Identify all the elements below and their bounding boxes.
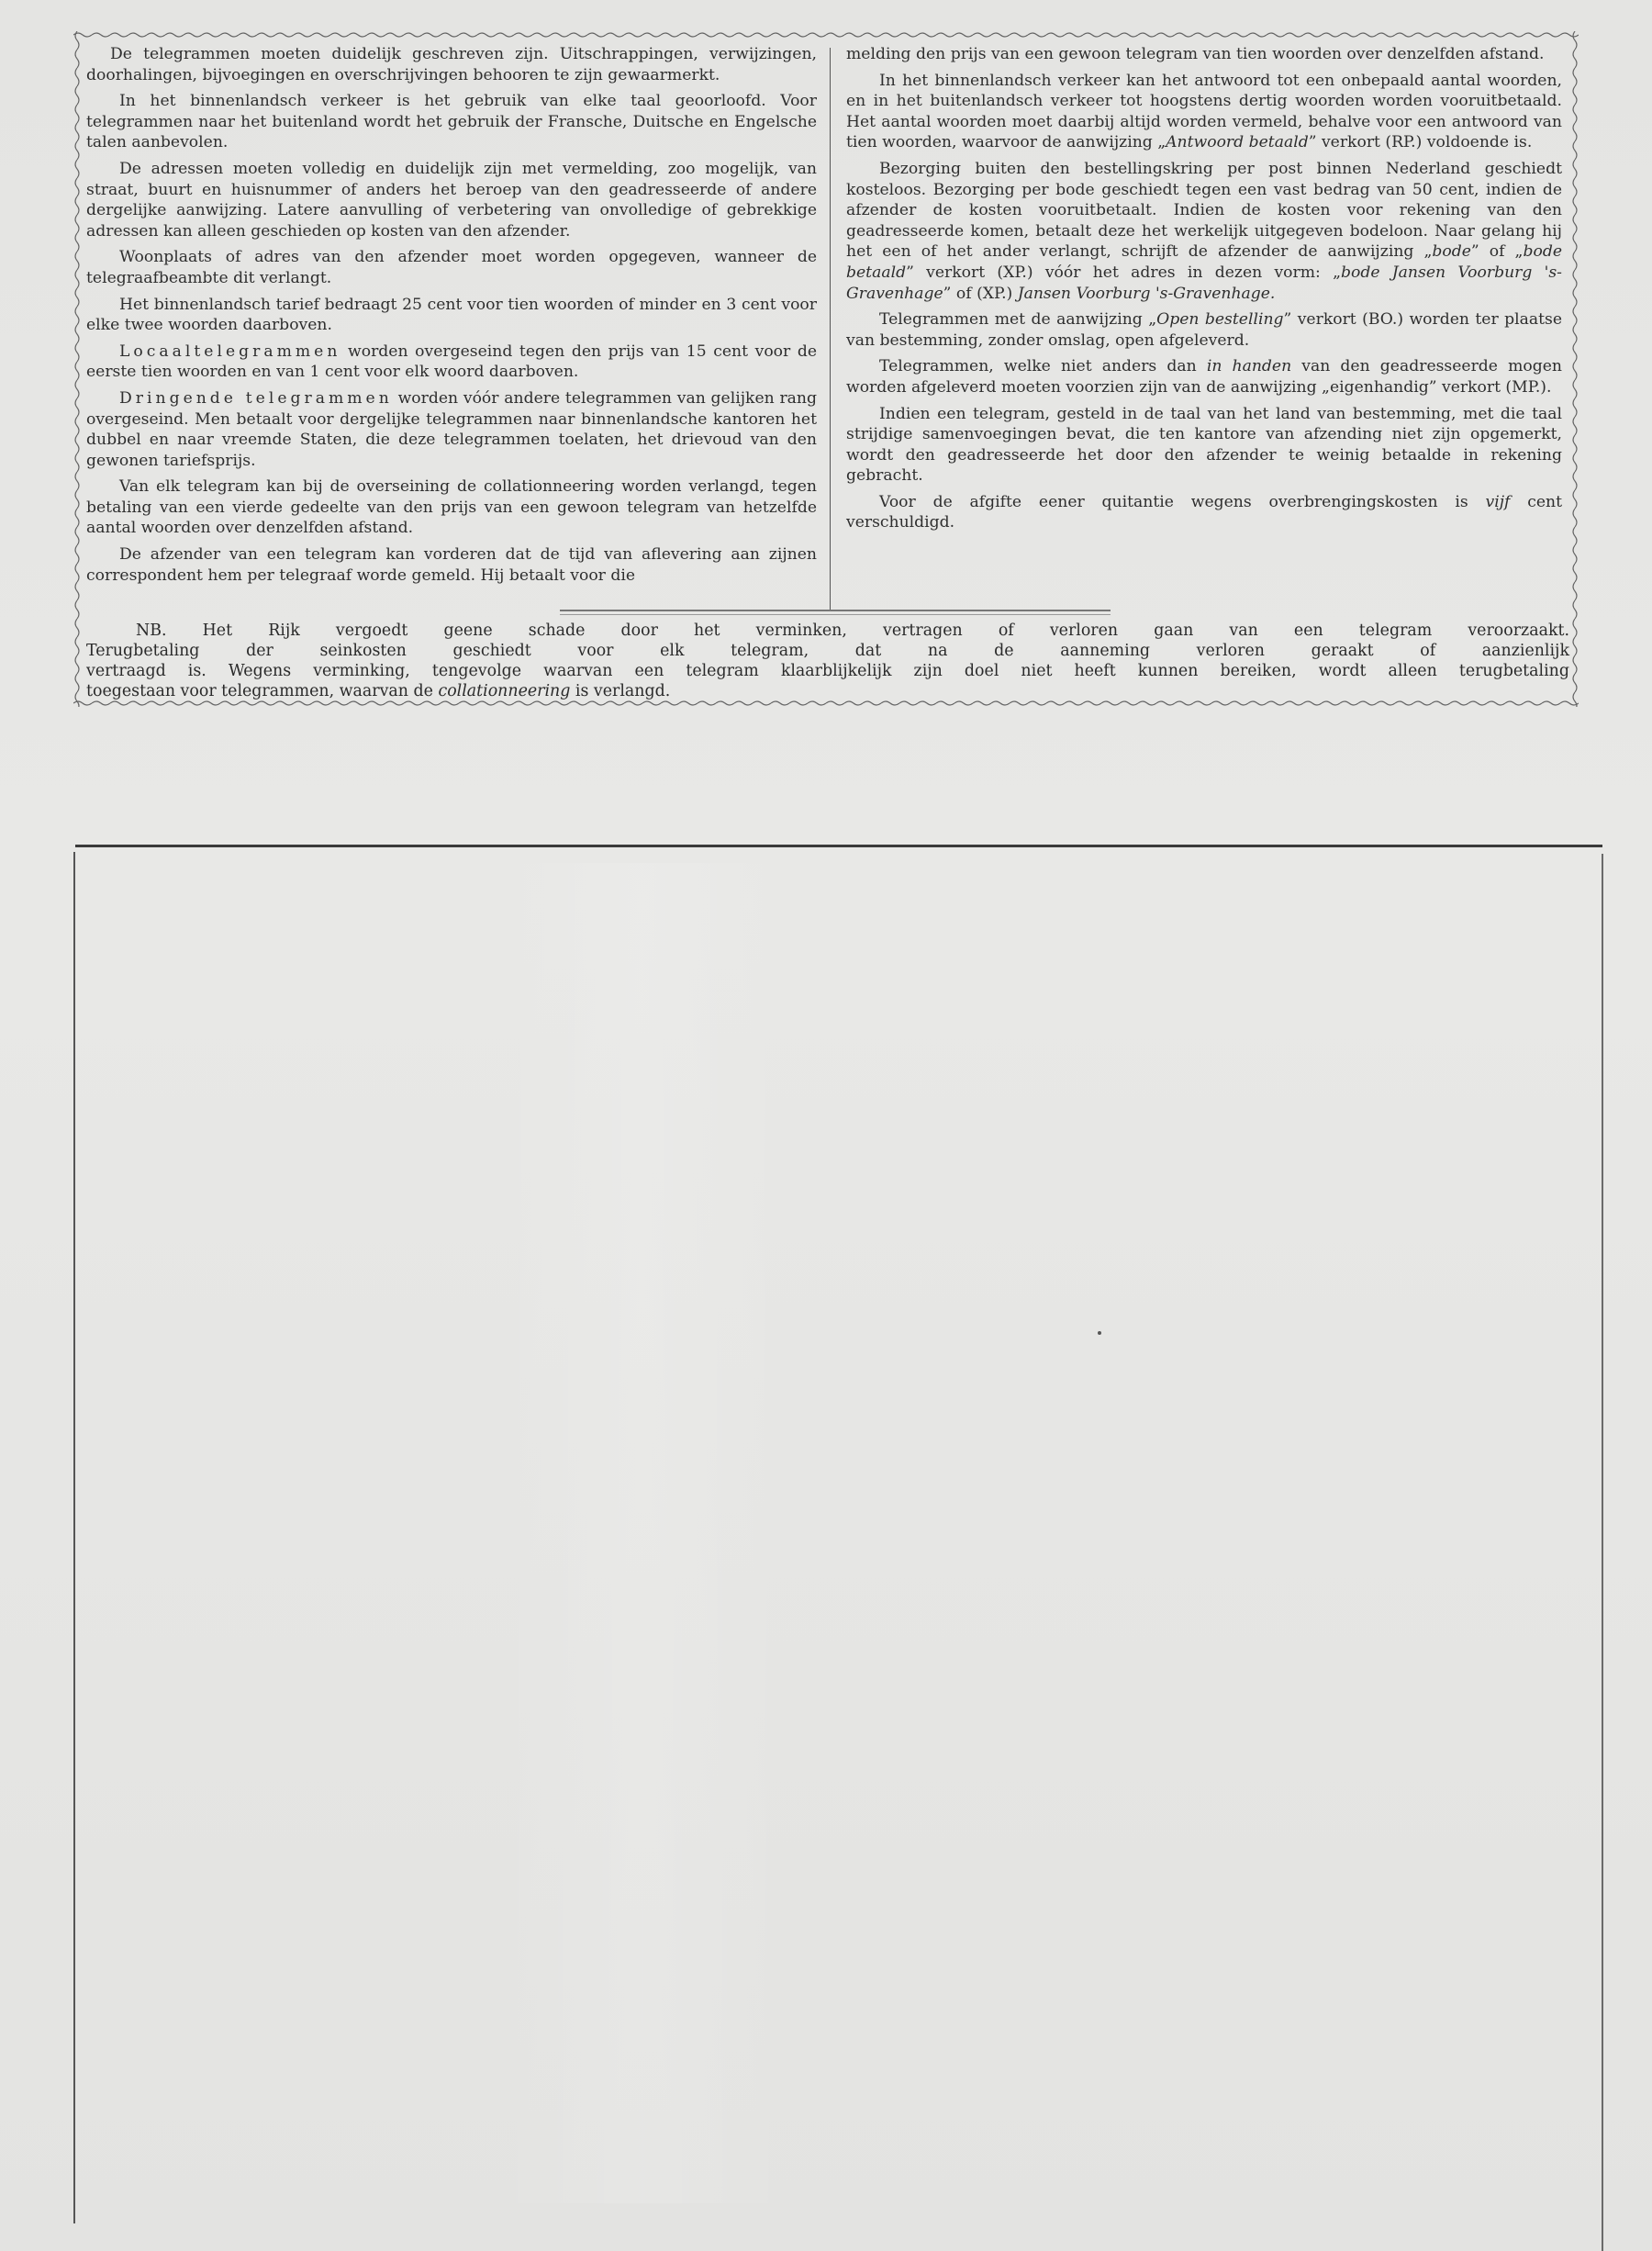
open-text-a: Telegrammen met de aanwijzing „ [879, 310, 1157, 330]
delivery-text-b: ” of „ [1470, 242, 1524, 262]
para-domestic-tariff: Het binnenlandsch tarief bedraagt 25 cent voor tien woorden of minder en 3 cent voor elke twee woorden daarboven. [86, 295, 817, 335]
receipt-text-b: cent verschuldigd. [846, 492, 1562, 532]
para-personal-delivery [846, 356, 1562, 398]
para-legibility: De telegrammen moeten duidelijk geschreven zijn. Uitschrappingen, verwijzingen, doorhalingen, bijvoegingen en overschrijvingen behooren te zijn gewaarmerkt. [86, 45, 817, 84]
nb-line-4-a: toegestaan voor telegrammen, waarvan de [86, 682, 439, 700]
para-delivery-time-cont: melding den prijs van een gewoon telegram van tien woorden over denzelfden afstand. [846, 45, 1545, 63]
para-urgent-telegrams [86, 388, 817, 471]
separator-line [560, 610, 1111, 611]
column-divider [830, 48, 831, 610]
hands-italic: in handen [1206, 357, 1292, 376]
local-rest: worden overgeseind tegen den prijs van 15 cent voor de eerste tien woorden en van 1 cent voor elk woord daarboven. [86, 342, 817, 382]
para-language: In het binnenlandsch verkeer is het gebruik van elke taal geoorloofd. Voor telegrammen naar het buitenland wordt het gebruik der Fransche, Duitsche en Engelsche talen aanbevolen. [86, 92, 817, 152]
delivery-text-d: ” of (XP.) [943, 284, 1018, 303]
nb-notice [86, 621, 1569, 701]
hands-text-a: Telegrammen, welke niet anders dan [879, 357, 1207, 376]
pin-mark [1098, 1331, 1101, 1335]
para-sender-address: Woonplaats of adres van den afzender moet worden opgegeven, wanneer de telegraafbeambte dit verlangt. [86, 248, 817, 287]
delivery-italic-3: bode Jansen Voorburg 's-Gravenhage [846, 263, 1562, 303]
para-delivery-messenger [846, 159, 1562, 304]
delivery-italic-2: bode betaald [846, 242, 1562, 282]
urgent-rest: worden vóór andere telegrammen van gelijken rang overgeseind. Men betaalt voor dergelijke telegrammen naar binnenlandsche kantoren het dubbel en naar vreemde Staten, die deze telegrammen toelaten, het drievoud van den gewonen tariefsprijs. [86, 388, 817, 470]
frame-right-rule [1602, 854, 1603, 2251]
left-column [86, 44, 817, 591]
reply-text-b: ” verkort (RP.) voldoende is. [1308, 133, 1533, 152]
para-paid-reply [846, 71, 1562, 153]
reply-text-a: In het binnenlandsch verkeer kan het antwoord tot een onbepaald aantal woorden, en in het buitenlandsch verkeer tot hoogstens dertig woorden worden vooruitbetaald. Het aantal woorden moet daarbij altijd worden vermeld, behalve voor een antwoord van tien woorden, waarvoor de aanwijzing „ [846, 71, 1562, 152]
right-column [846, 44, 1562, 539]
nb-line-3: vertraagd is. Wegens verminking, tengevolge waarvan een telegram klaarblijkelijk zijn doel niet heeft kunnen bereiken, wordt alleen terugbetaling [86, 662, 1569, 680]
local-lead: Locaaltelegrammen [119, 342, 341, 361]
delivery-text-c: ” verkort (XP.) vóór het adres in dezen vorm: „ [906, 263, 1341, 282]
receipt-text-a: Voor de afgifte eener quitantie wegens overbrengingskosten is [879, 492, 1486, 511]
nb-line-4-italic: collationneering [438, 682, 571, 700]
reply-italic: Antwoord betaald [1166, 133, 1309, 152]
paper-crease [496, 863, 789, 2203]
para-local-telegrams [86, 342, 817, 383]
frame-left-rule [73, 852, 75, 2223]
instructions-box [73, 31, 1579, 709]
para-delivery-time: De afzender van een telegram kan vorderen dat de tijd van aflevering aan zijnen correspondent hem per telegraaf worde gemeld. Hij betaalt voor die [86, 545, 817, 585]
separator-line-thin [560, 614, 1111, 615]
delivery-italic-4: Jansen Voorburg 's-Gravenhage. [1017, 284, 1276, 303]
para-addresses: De adressen moeten volledig en duidelijk zijn met vermelding, zoo mogelijk, van straat, buurt en huisnummer of anders het beroep van den geadresseerde of andere dergelijke aanwijzing. Latere aanvulling of verbetering van onvolledige of gebrekkige adressen kan alleen geschieden op kosten van den afzender. [86, 159, 817, 241]
frame-top-rule [75, 845, 1602, 847]
nb-line-2: Terugbetaling der seinkosten geschiedt voor elk telegram, dat na de aanneming verloren geraakt of aanzienlijk [86, 642, 1569, 660]
open-italic: Open bestelling [1156, 310, 1284, 330]
para-collation: Van elk telegram kan bij de overseining de collationneering worden verlangd, tegen betaling van een vierde gedeelte van den prijs van een gewoon telegram van hetzelfde aantal woorden over denzelfden afstand. [86, 477, 817, 538]
urgent-lead: Dringende telegrammen [119, 388, 393, 408]
nb-line-1: NB. Het Rijk vergoedt geene schade door het verminken, vertragen of verloren gaan van een telegram veroorzaakt. [136, 622, 1569, 640]
para-open-delivery [846, 309, 1562, 351]
para-language-combinations: Indien een telegram, gesteld in de taal van het land van bestemming, met die taal strijdige samenvoegingen bevat, die ten kantore van afzending niet zijn opgemerkt, wordt den geadresseerde het door den afzender te weinig betaalde in rekening gebracht. [846, 404, 1562, 486]
nb-line-4 [86, 681, 1569, 701]
nb-line-4-b: is verlangd. [570, 682, 671, 700]
receipt-italic: vijf [1485, 492, 1511, 511]
delivery-italic-1: bode [1432, 242, 1471, 262]
para-receipt [846, 492, 1562, 533]
open-text-b: ” verkort (BO.) worden ter plaatse van bestemming, zonder omslag, open afgeleverd. [846, 310, 1562, 350]
delivery-text-a: Bezorging buiten den bestellingskring per post binnen Nederland geschiedt kosteloos. Bezorging per bode geschiedt tegen een vast bedrag van 50 cent, indien de afzender de kosten vooruitbetaalt. Indien de kosten voor rekening van den geadresseerde komen, betaalt deze het werkelijk uitgegeven bodeloon. Naar gelang hij het een of het ander verlangt, schrijft de afzender de aanwijzing „ [846, 159, 1562, 262]
hands-text-b: van den geadresseerde mogen worden afgeleverd moeten voorzien zijn van de aanwijzing „eigenhandig” verkort (MP.). [846, 357, 1562, 397]
